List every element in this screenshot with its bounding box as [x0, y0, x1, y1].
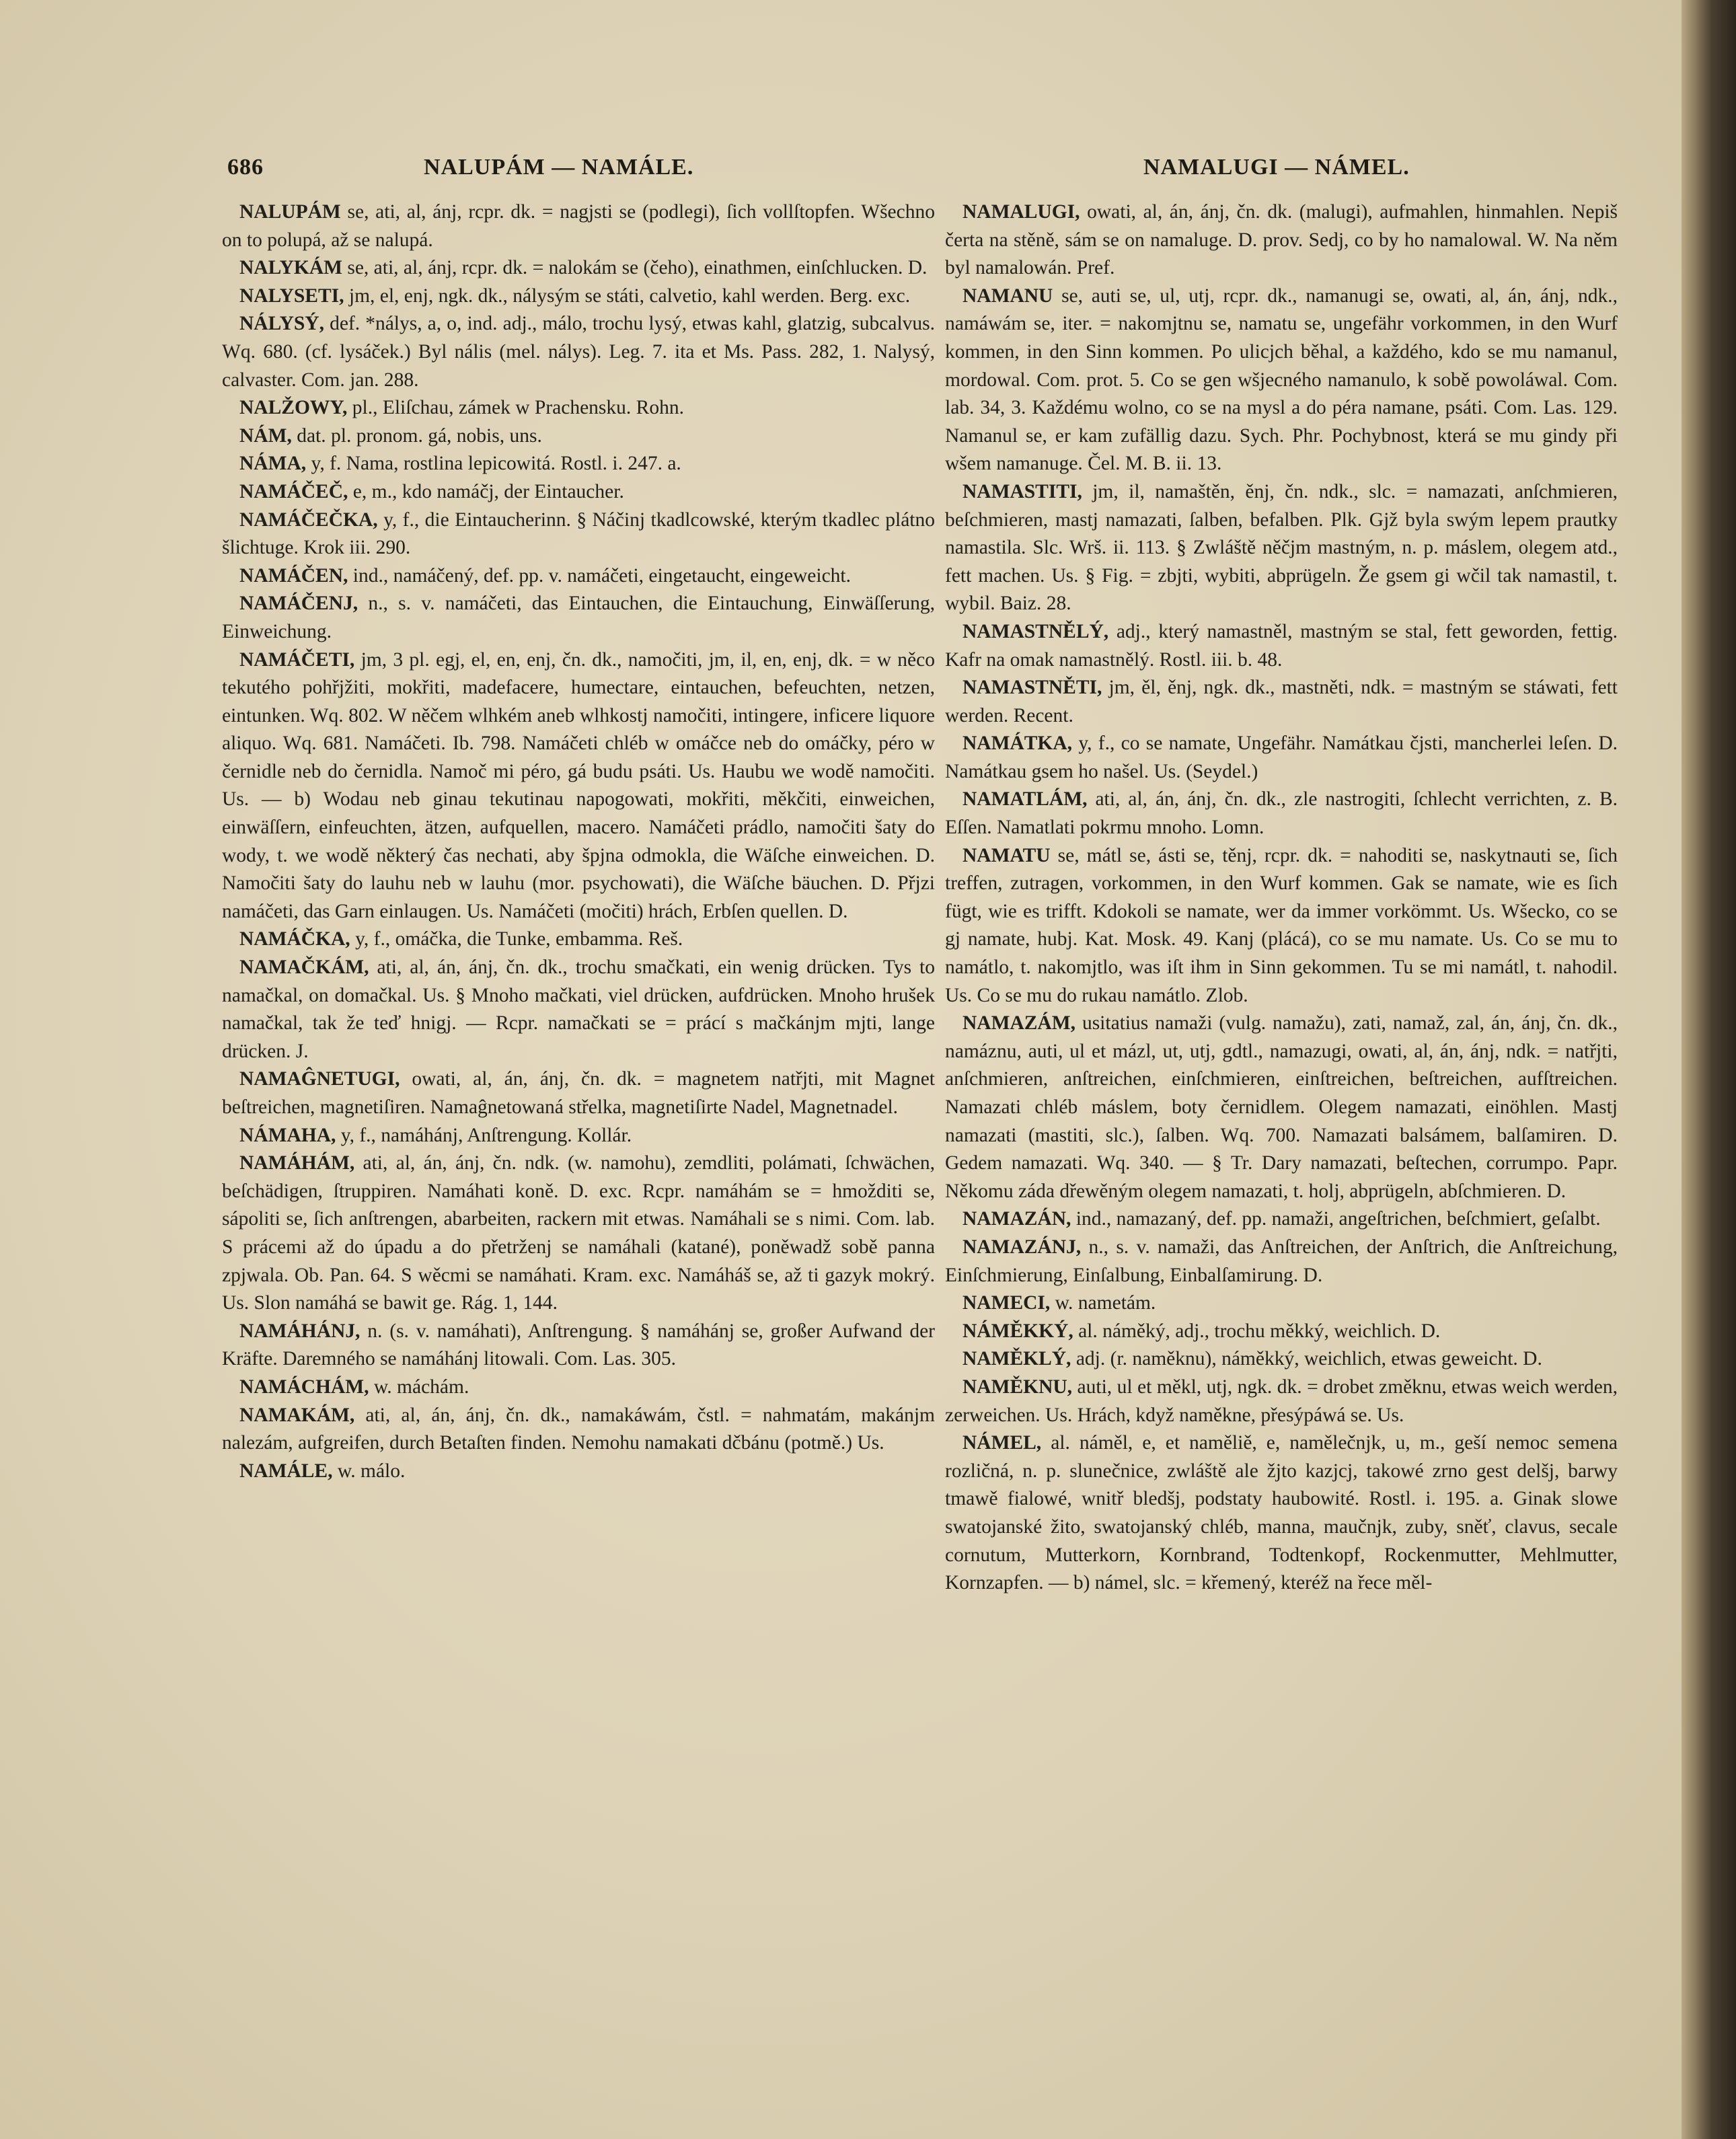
- entry-headword: NAMECI,: [963, 1292, 1051, 1314]
- entry-headword: NAMASTNĚLÝ,: [963, 620, 1109, 642]
- entry-headword: NAMÁHÁNJ,: [239, 1320, 361, 1342]
- dictionary-entry: [222, 1402, 935, 1458]
- dictionary-entry: [945, 730, 1618, 786]
- entry-text: jm, il, namaštěn, ěnj, čn. ndk., slc. = namazati, anſchmieren, beſchmieren, mastj namazati, ſalben, befalben. Plk. Gjž byla swým lepem prautky namastila. Slc. Wrš. ii. 113. § Zwláště něčjm mastným, n. p. máslem, olegem atd., fett machen. Us. § Fig. = zbjti, wybiti, abprügeln. Že gsem gi wčil tak namastil, t. wybil. Baiz. 28.: [945, 480, 1618, 615]
- entry-headword: NAMĚKNU,: [963, 1376, 1073, 1398]
- entry-text: ind., namazaný, def. pp. namaži, angeſtrichen, beſchmiert, geſalbt.: [1075, 1208, 1601, 1230]
- entry-headword: NAMAĜNETUGI,: [239, 1068, 400, 1090]
- dictionary-entry: [222, 590, 935, 646]
- entry-headword: NAMAZÁM,: [963, 1012, 1075, 1035]
- dictionary-entry: [945, 674, 1618, 730]
- entry-headword: NAMÁČEČKA,: [239, 509, 378, 531]
- book-gutter: [1682, 0, 1736, 2139]
- dictionary-entry: [222, 310, 935, 394]
- dictionary-entry: [222, 1458, 935, 1486]
- entry-text: w. máchám.: [373, 1376, 469, 1398]
- dictionary-entry: [945, 786, 1618, 841]
- left-running-head: NALUPÁM — NAMÁLE.: [424, 155, 694, 180]
- left-column: [222, 198, 935, 1485]
- entry-text: adj., který namastněl, mastným se stal, fett geworden, fettig. Kafr na omak namastnělý. Rostl. iii. b. 48.: [945, 620, 1618, 671]
- entry-headword: NALYSETI,: [239, 285, 344, 307]
- entry-text: w. nametám.: [1055, 1292, 1156, 1314]
- dictionary-entry: [222, 478, 935, 506]
- entry-headword: NAMÁHÁM,: [239, 1152, 355, 1174]
- entry-text: se, mátl se, ásti se, těnj, rcpr. dk. = nahoditi se, naskytnauti se, ſich treffen, zutragen, vorkommen, in den Wurf kommen. Gak se namate, wie es ſich fügt, wie es trifft. Kdokoli se namate, wer da immer vorkömmt. Us. Wšecko, co se gj namate, hubj. Kat. Mosk. 49. Kanj (plácá), co se mu namate. Us. Co se mu to namátlo, t. nakomjtlo, was iſt ihm in Sinn gekommen. Tu se mi namátl, t. nahodil. Us. Co se mu do rukau namátlo. Zlob.: [945, 844, 1618, 1006]
- entry-text: y, f., namáhánj, Anſtrengung. Kollár.: [340, 1124, 632, 1146]
- entry-text: owati, al, án, ánj, čn. dk. = magnetem natřjti, mit Magnet beſtreichen, magnetiſiren. Namaĝnetowaná střelka, magnetiſirte Nadel, Magnetnadel.: [222, 1068, 935, 1118]
- dictionary-entry: [945, 283, 1618, 478]
- entry-headword: NÁLYSÝ,: [239, 313, 324, 335]
- entry-text: se, ati, al, ánj, rcpr. dk. = nagjsti se (podlegi), ſich vollſtopfen. Wšechno on to polupá, až se nalupá.: [222, 201, 935, 251]
- dictionary-entry: [222, 506, 935, 562]
- dictionary-entry: [945, 1010, 1618, 1205]
- entry-text: y, f. Nama, rostlina lepicowitá. Rostl. i. 247. a.: [311, 453, 681, 475]
- entry-headword: NAMAZÁN,: [963, 1208, 1071, 1230]
- entry-headword: NAMÁCHÁM,: [239, 1376, 369, 1398]
- entry-text: jm, el, enj, ngk. dk., nálysým se státi, calvetio, kahl werden. Berg. exc.: [348, 285, 911, 307]
- dictionary-entry: [945, 1205, 1618, 1234]
- dictionary-entry: [222, 198, 935, 254]
- entry-headword: NAMĚKLÝ,: [963, 1348, 1071, 1370]
- entry-text: auti, ul et měkl, utj, ngk. dk. = drobet změknu, etwas weich werden, zerweichen. Us. Hrách, když naměkne, přesýpáwá se. Us.: [945, 1376, 1618, 1426]
- right-column: [945, 198, 1618, 1598]
- entry-text: y, f., co se namate, Ungefähr. Namátkau čjsti, mancherlei leſen. D. Namátkau gsem ho našel. Us. (Seydel.): [945, 733, 1618, 782]
- dictionary-entry: [222, 926, 935, 954]
- dictionary-entry: [945, 198, 1618, 283]
- page-number: 686: [227, 155, 264, 180]
- dictionary-entry: [222, 450, 935, 478]
- entry-headword: NAMÁLE,: [239, 1460, 333, 1482]
- entry-text: se, ati, al, ánj, rcpr. dk. = nalokám se (čeho), einathmen, einſchlucken. D.: [347, 257, 928, 279]
- entry-text: ati, al, án, ánj, čn. dk., namakáwám, čstl. = nahmatám, makánjm nalezám, aufgreifen, durch Betaſten finden. Nemohu namakati dčbánu (potmě.) Us.: [222, 1404, 935, 1454]
- entry-headword: NAMASTITI,: [963, 480, 1082, 502]
- entry-headword: NAMÁČKA,: [239, 928, 350, 950]
- entry-text: al. náměký, adj., trochu měkký, weichlich. D.: [1078, 1320, 1441, 1342]
- entry-headword: NAMÁČETI,: [239, 648, 355, 671]
- entry-headword: NAMASTNĚTI,: [963, 677, 1102, 699]
- dictionary-entry: [222, 954, 935, 1065]
- dictionary-entry: [222, 1065, 935, 1121]
- dictionary-entry: [945, 1318, 1618, 1346]
- dictionary-entry: [222, 254, 935, 283]
- entry-headword: NÁMĚKKÝ,: [963, 1320, 1073, 1342]
- entry-text: ind., namáčený, def. pp. v. namáčeti, eingetaucht, eingeweicht.: [352, 564, 852, 587]
- entry-headword: NAMÁČEN,: [239, 564, 348, 587]
- dictionary-entry: [945, 1345, 1618, 1374]
- dictionary-entry: [222, 283, 935, 311]
- dictionary-entry: [222, 394, 935, 422]
- dictionary-entry: [945, 842, 1618, 1010]
- entry-text: jm, ěl, ěnj, ngk. dk., mastněti, ndk. = mastným se stáwati, fett werden. Recent.: [945, 677, 1618, 726]
- entry-text: n., s. v. namáčeti, das Eintauchen, die Eintauchung, Einwäſſerung, Einweichung.: [222, 593, 935, 642]
- entry-text: ati, al, án, ánj, čn. ndk. (w. namohu), zemdliti, polámati, ſchwächen, beſchädigen, ſtruppiren. Namáhati koně. D. exc. Rcpr. namáhám se = hmožditi se, sápoliti se, ſich anſtrengen, abarbeiten, rackern mit etwas. Namáhali se s nimi. Com. lab. S prácemi až do úpadu a do přetrženj se namáhali (katané), poněwadž sobě panna zpjwala. Ob. Pan. 64. S wěcmi se namáhati. Kram. exc. Namáháš se, až ti gazyk mokrý. Us. Slon namáhá se bawit ge. Rág. 1, 144.: [222, 1152, 936, 1314]
- entry-headword: NALUPÁM: [239, 201, 341, 223]
- entry-text: y, f., die Eintaucherinn. § Náčinj tkadlcowské, kterým tkadlec plátno šlichtuge. Krok iii. 290.: [222, 509, 936, 559]
- dictionary-entry: [222, 1122, 935, 1150]
- dictionary-entry: [222, 422, 935, 451]
- entry-headword: NAMATLÁM,: [963, 788, 1088, 811]
- dictionary-entry: [945, 618, 1618, 674]
- entry-text: ati, al, án, ánj, čn. dk., zle nastrogiti, ſchlecht verrichten, z. B. Eſſen. Namatlati pokrmu mnoho. Lomn.: [945, 788, 1618, 839]
- entry-text: al. náměl, e, et naměliě, e, namělečnjk, u, m., geší nemoc semena rozličná, n. p. slunečnice, zwláště ale žjto kazjcj, takowé zrno gest delšj, barwy tmawě fialowé, wnitř bledšj, podstaty haubowité. Rostl. i. 195. a. Ginak slowe swatojanské žito, swatojanský chléb, manna, maučnjk, zuby, sněť, clavus, secale cornutum, Mutterkorn, Kornbrand, Todtenkopf, Rockenmutter, Mehlmutter, Kornzapfen. — b) námel, slc. = křemený, kteréž na řece měl-: [945, 1432, 1618, 1594]
- entry-text: n. (s. v. namáhati), Anſtrengung. § namáhánj se, großer Aufwand der Kräfte. Daremného se namáhánj litowali. Com. Las. 305.: [222, 1320, 936, 1370]
- entry-headword: NAMÁČENJ,: [239, 593, 358, 615]
- entry-headword: NAMANU: [963, 285, 1053, 307]
- dictionary-entry: [222, 1374, 935, 1402]
- dictionary-entry: [945, 1234, 1618, 1289]
- dictionary-entry: [945, 1289, 1618, 1318]
- entry-text: y, f., omáčka, die Tunke, embamma. Reš.: [355, 928, 683, 950]
- entry-text: adj. (r. naměknu), náměkký, weichlich, etwas geweicht. D.: [1075, 1348, 1542, 1370]
- entry-text: pl., Eliſchau, zámek w Prachensku. Rohn.: [352, 397, 684, 419]
- entry-text: se, auti se, ul, utj, rcpr. dk., namanugi se, owati, al, án, ánj, ndk., namáwám se, iter. = nakomjtnu se, namatu se, ungefähr vorkommen, in den Wurf kommen, in den Sinn kommen. Po ulicjch běhal, a každého, kdo se mu namanul, mordowal. Com. prot. 5. Co se gen wšjecného namanulo, k sobě powoláwal. Com. lab. 34, 3. Každému wolno, co se na mysl a do péra namane, psáti. Com. Las. 129. Namanul se, er kam zufällig dazu. Sych. Phr. Pochybnost, která se mu gindy při wšem namanuge. Čel. M. B. ii. 13.: [945, 285, 1618, 475]
- entry-text: w. málo.: [337, 1460, 406, 1482]
- entry-text: ati, al, án, ánj, čn. dk., trochu smačkati, ein wenig drücken. Tys to namačkal, on domačkal. Us. § Mnoho mačkati, viel drücken, aufdrücken. Mnoho hrušek namačkal, tak že teď hnigj. — Rcpr. namačkati se = prácí s mačkánjm mjti, lange drücken. J.: [222, 956, 935, 1062]
- entry-text: usitatius namaži (vulg. namažu), zati, namaž, zal, án, ánj, čn. dk., namáznu, auti, ul et mázl, ut, utj, gdtl., namazugi, owati, al, án, ánj, ndk. = natřjti, anſchmieren, anſtreichen, einſchmieren, einſtreichen, beſtreichen, aufſtreichen. Namazati chléb máslem, boty černidlem. Olegem namazati, einöhlen. Mastj namazati (mastiti, slc.), ſalben. Wq. 700. Namazati balsámem, balſamiren. D. Gedem namazati. Wq. 340. — § Tr. Dary namazati, beſtechen, corrumpo. Papr. Někomu záda dřewěným olegem namazati, t. holj, abprügeln, abſchmieren. D.: [945, 1012, 1618, 1202]
- entry-headword: NÁMA,: [239, 453, 307, 475]
- entry-headword: NALŽOWY,: [239, 397, 348, 419]
- dictionary-entry: [222, 646, 935, 926]
- dictionary-entry: [222, 562, 935, 591]
- dictionary-entry: [222, 1318, 935, 1374]
- entry-text: jm, 3 pl. egj, el, en, enj, čn. dk., namočiti, jm, il, en, enj, dk. = w něco tekutého pohřjžiti, mokřiti, madefacere, humectare, eintauchen, befeuchten, netzen, eintunken. Wq. 802. W něčem wlhkém aneb wlhkostj namočiti, intingere, inficere liquore aliquo. Wq. 681. Namáčeti. Ib. 798. Namáčeti chléb w omáčce neb do omáčky, péro w černidle neb do černidla. Namoč mi péro, gá budu psáti. Us. Haubu we wodě namočiti. Us. — b) Wodau neb ginau tekutinau napogowati, mokřiti, měkčiti, einweichen, einwäſſern, einfeuchten, ätzen, aufquellen, macero. Namáčeti prádlo, namočiti šaty do wody, t. we wodě některý čas nechati, aby špjna odmokla, die Wäſche einweichen. D. Namočiti šaty do lauhu neb w lauhu (mor. psychowati), die Wäſche bäuchen. D. Přjzi namáčeti, das Garn einlaugen. Us. Namáčeti (močiti) hrách, Erbſen quellen. D.: [222, 648, 935, 922]
- dictionary-entry: [945, 1429, 1618, 1598]
- entry-headword: NAMAZÁNJ,: [963, 1236, 1082, 1258]
- entry-headword: NAMALUGI,: [963, 201, 1080, 223]
- entry-headword: NÁMAHA,: [239, 1124, 336, 1146]
- right-running-head: NAMALUGI — NÁMEL.: [1143, 155, 1410, 180]
- entry-text: owati, al, án, ánj, čn. dk. (malugi), aufmahlen, hinmahlen. Nepiš čerta na stěně, sám se on namaluge. D. prov. Sedj, co by ho namalowal. W. Na něm byl namalowán. Pref.: [945, 201, 1618, 279]
- entry-headword: NAMÁČEČ,: [239, 480, 348, 502]
- entry-headword: NAMATU: [963, 844, 1051, 866]
- entry-headword: NAMAČKÁM,: [239, 956, 369, 979]
- dictionary-entry: [222, 1150, 935, 1318]
- entry-headword: NAMÁTKA,: [963, 733, 1073, 755]
- entry-text: n., s. v. namaži, das Anſtreichen, der Anſtrich, die Anſtreichung, Einſchmierung, Einſalbung, Einbalſamirung. D.: [945, 1236, 1618, 1286]
- entry-text: dat. pl. pronom. gá, nobis, uns.: [297, 424, 542, 447]
- entry-text: e, m., kdo namáčj, der Eintaucher.: [352, 480, 624, 502]
- dictionary-entry: [945, 1374, 1618, 1429]
- entry-headword: NÁM,: [239, 424, 292, 447]
- entry-headword: NÁMEL,: [963, 1432, 1042, 1454]
- entry-text: def. *nálys, a, o, ind. adj., málo, trochu lysý, etwas kahl, glatzig, subcalvus. Wq. 680. (cf. lysáček.) Byl nális (mel. nálys). Leg. 7. ita et Ms. Pass. 282, 1. Nalysý, calvaster. Com. jan. 288.: [222, 313, 935, 391]
- entry-headword: NALYKÁM: [239, 257, 342, 279]
- dictionary-entry: [945, 478, 1618, 618]
- entry-headword: NAMAKÁM,: [239, 1404, 355, 1426]
